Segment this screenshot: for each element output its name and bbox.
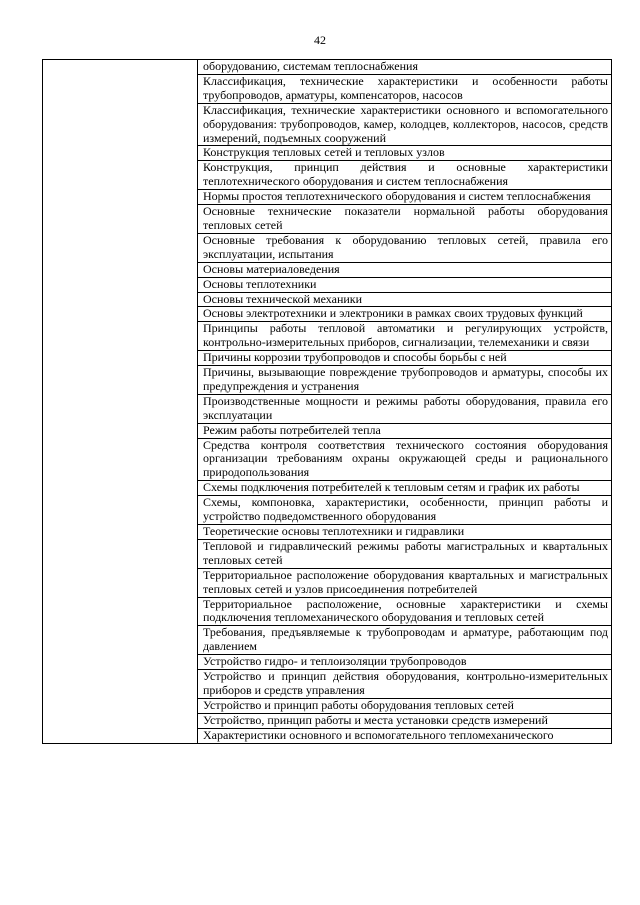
knowledge-item-text: Устройство и принцип действия оборудования, контрольно-измерительных приборов и средств управления [203,669,608,697]
knowledge-item-cell [198,262,612,277]
knowledge-item-cell [198,698,612,713]
knowledge-item-cell [198,277,612,292]
knowledge-item-cell [198,525,612,540]
knowledge-item-cell [198,307,612,322]
knowledge-item-text: Устройство гидро- и теплоизоляции трубопроводов [203,654,467,669]
knowledge-item-text: Режим работы потребителей тепла [203,422,381,437]
left-column-cell [43,60,198,744]
knowledge-item-text: Производственные мощности и режимы работы оборудования, правила его эксплуатации [203,393,608,422]
knowledge-item-text: Конструкция тепловых сетей и тепловых узлов [203,145,445,160]
knowledge-item-cell [198,728,612,743]
knowledge-item-text: Требования, предъявляемые к трубопроводам и арматуре, работающим под давлением [203,625,608,654]
knowledge-item-cell [198,394,612,423]
knowledge-item-text: Устройство, принцип работы и места установки средств измерений [203,712,548,727]
page-number: 42 [314,33,326,47]
knowledge-item-text: Территориальное расположение оборудования квартальных и магистральных тепловых сетей и узлов присоединения потребителей [203,567,608,596]
knowledge-item-text: Основы теплотехники [203,276,317,291]
knowledge-item-text: Основы материаловедения [203,261,340,276]
knowledge-item-cell [198,481,612,496]
knowledge-item-text: Территориальное расположение, основные характеристики и схемы подключения тепломеханического оборудования и тепловых сетей [203,596,608,625]
knowledge-item-text: Нормы простоя теплотехнического оборудования и систем теплоснабжения [203,189,591,204]
knowledge-item-cell [198,351,612,366]
knowledge-table-body [43,60,612,744]
knowledge-item-text: Основы электротехники и электроники в рамках своих трудовых функций [203,306,583,321]
knowledge-item-cell [198,568,612,597]
knowledge-item-text: Основные технические показатели нормальной работы оборудования тепловых сетей [203,204,608,232]
knowledge-item-cell [198,539,612,568]
knowledge-item-cell [198,74,612,103]
knowledge-item-text: Характеристики основного и вспомогательного тепломеханического [203,727,554,742]
knowledge-item-cell [198,438,612,481]
knowledge-item-text: оборудованию, системам теплоснабжения [203,59,418,73]
knowledge-item-cell [198,670,612,699]
knowledge-item-text: Причины коррозии трубопроводов и способы борьбы с ней [203,350,507,365]
knowledge-item-cell [198,205,612,234]
knowledge-item-text: Основные требования к оборудованию тепловых сетей, правила его эксплуатации, испытания [203,232,608,261]
knowledge-item-text: Схемы подключения потребителей к тепловым сетям и график их работы [203,480,580,495]
knowledge-item-text: Тепловой и гидравлический режимы работы магистральных и квартальных тепловых сетей [203,538,608,567]
knowledge-item-cell [198,190,612,205]
knowledge-item-cell [198,233,612,262]
knowledge-item-text: Конструкция, принцип действия и основные характеристики теплотехнического оборудования и систем теплоснабжения [203,160,608,189]
knowledge-item-text: Устройство и принцип работы оборудования тепловых сетей [203,697,514,712]
knowledge-item-text: Теоретические основы теплотехники и гидравлики [203,524,465,538]
knowledge-item-cell [198,366,612,395]
table-row [43,60,612,75]
knowledge-item-text: Средства контроля соответствия технического состояния оборудования организации требованиям охраны окружающей среды и рационального природопользования [203,437,608,480]
knowledge-item-cell [198,146,612,161]
knowledge-item-cell [198,161,612,190]
knowledge-item-cell [198,496,612,525]
knowledge-item-text: Схемы, компоновка, характеристики, особенности, принцип работы и устройство подведомственного оборудования [203,495,608,524]
knowledge-item-text: Причины, вызывающие повреждение трубопроводов и арматуры, способы их предупреждения и устранения [203,365,608,393]
knowledge-item-cell [198,597,612,626]
knowledge-item-cell [198,292,612,307]
knowledge-item-cell [198,655,612,670]
knowledge-item-text: Принципы работы тепловой автоматики и регулирующих устройств, контрольно-измерительных приборов, сигнализации, телемеханики и связи [203,321,608,350]
knowledge-table [42,59,612,744]
knowledge-item-cell [198,322,612,351]
knowledge-item-text: Основы технической механики [203,291,363,306]
knowledge-item-cell [198,713,612,728]
knowledge-item-cell [198,103,612,146]
knowledge-item-cell [198,626,612,655]
knowledge-item-cell [198,60,612,75]
knowledge-item-text: Классификация, технические характеристики и особенности работы трубопроводов, арматуры, компенсаторов, насосов [203,73,608,102]
knowledge-item-text: Классификация, технические характеристики основного и вспомогательного оборудования: трубопроводов, камер, колодцев, коллекторов, насосов, средств измерений, подъемных сооружений [203,102,608,145]
knowledge-item-cell [198,423,612,438]
